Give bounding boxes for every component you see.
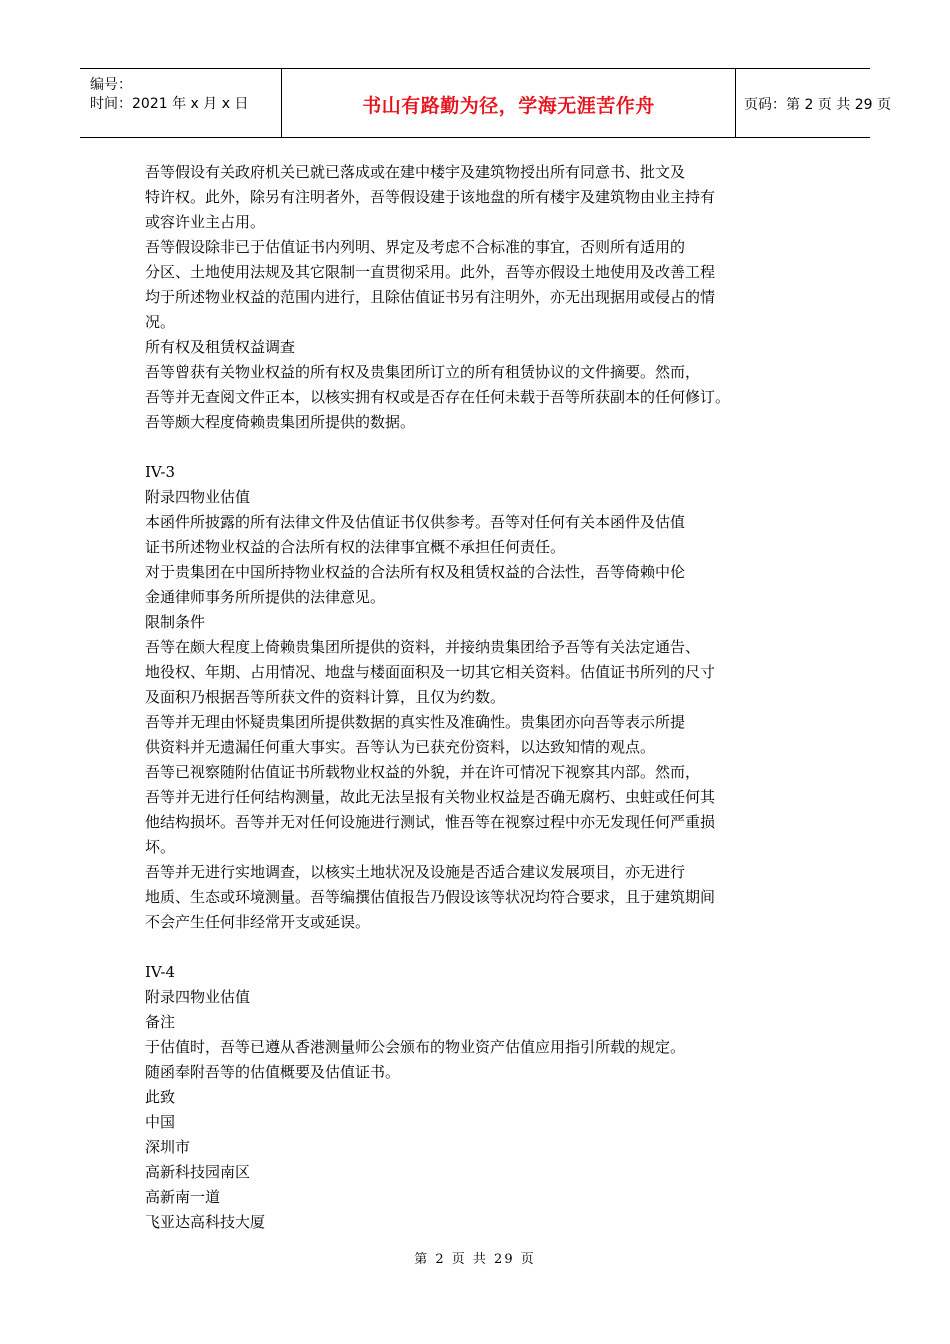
text-line: 吾等假设有关政府机关已就已落成或在建中楼宇及建筑物授出所有同意书、批文及: [145, 163, 686, 181]
text-line: 备注: [145, 1013, 176, 1031]
text-line: 供资料并无遗漏任何重大事实。吾等认为已获充份资料，以达致知情的观点。: [145, 738, 656, 756]
document-body: [145, 160, 805, 1235]
header-motto-cell: [282, 69, 736, 137]
header-motto: 书山有路勤为径，学海无涯苦作舟: [362, 95, 655, 117]
paragraph-gap: [145, 935, 805, 960]
page-footer: 第 2 页 共 29 页: [414, 1252, 536, 1267]
text-line: 或容许业主占用。: [145, 213, 266, 231]
text-line: 随函奉附吾等的估值概要及估值证书。: [145, 1063, 401, 1081]
text-line: 附录四物业估值: [145, 488, 251, 506]
text-line: 吾等并无进行实地调查，以核实土地状况及设施是否适合建议发展项目，亦无进行: [145, 863, 686, 881]
text-line: 附录四物业估值: [145, 988, 251, 1006]
text-line: 高新南一道: [145, 1188, 221, 1206]
text-line: 飞亚达高科技大厦: [145, 1213, 266, 1231]
paragraph-gap: [145, 435, 805, 460]
text-line: IV-4: [145, 963, 175, 981]
text-line: 坏。: [145, 838, 176, 856]
text-line: 吾等颇大程度倚赖贵集团所提供的数据。: [145, 413, 416, 431]
text-line: 证书所述物业权益的合法所有权的法律事宜概不承担任何责任。: [145, 538, 566, 556]
text-line: 金通律师事务所所提供的法律意见。: [145, 588, 386, 606]
text-line: 限制条件: [145, 613, 206, 631]
text-line: 中国: [145, 1113, 176, 1131]
text-line: 深圳市: [145, 1138, 191, 1156]
text-line: 况。: [145, 313, 176, 331]
text-line: 吾等曾获有关物业权益的所有权及贵集团所订立的所有租赁协议的文件摘要。然而，: [145, 363, 701, 381]
text-line: 吾等在颇大程度上倚赖贵集团所提供的资料，并接纳贵集团给予吾等有关法定通告、: [145, 638, 701, 656]
text-line: 地役权、年期、占用情况、地盘与楼面面积及一切其它相关资料。估值证书所列的尺寸: [145, 663, 716, 681]
text-line: 吾等假设除非已于估值证书内列明、界定及考虑不合标准的事宜，否则所有适用的: [145, 238, 686, 256]
text-line: 吾等已视察随附估值证书所载物业权益的外貌，并在许可情况下视察其内部。然而，: [145, 763, 701, 781]
text-line: 本函件所披露的所有法律文件及估值证书仅供参考。吾等对任何有关本函件及估值: [145, 513, 686, 531]
page-header: [80, 68, 891, 138]
text-line: 此致: [145, 1088, 176, 1106]
text-line: IV-3: [145, 463, 175, 481]
header-info-cell: [80, 69, 282, 137]
text-line: 对于贵集团在中国所持物业权益的合法所有权及租赁权益的合法性，吾等倚赖中伦: [145, 563, 686, 581]
text-line: 吾等并无理由怀疑贵集团所提供数据的真实性及准确性。贵集团亦向吾等表示所提: [145, 713, 686, 731]
text-line: 均于所述物业权益的范围内进行，且除估值证书另有注明外，亦无出现据用或侵占的情: [145, 288, 716, 306]
header-page-info: 页码：第 2 页 共 29 页: [744, 97, 891, 113]
text-line: 不会产生任何非经常开支或延误。: [145, 913, 371, 931]
text-line: 及面积乃根据吾等所获文件的资料计算，且仅为约数。: [145, 688, 506, 706]
text-line: 他结构损坏。吾等并无对任何设施进行测试，惟吾等在视察过程中亦无发现任何严重损: [145, 813, 716, 831]
document-date: 时间：2021 年 x 月 x 日: [90, 96, 249, 112]
text-line: 特许权。此外，除另有注明者外，吾等假设建于该地盘的所有楼宇及建筑物由业主持有: [145, 188, 716, 206]
text-line: 吾等并无进行任何结构测量，故此无法呈报有关物业权益是否确无腐朽、虫蛀或任何其: [145, 788, 716, 806]
text-line: 于估值时，吾等已遵从香港测量师公会颁布的物业资产估值应用指引所载的规定。: [145, 1038, 686, 1056]
header-page-cell: [736, 69, 891, 137]
text-line: 高新科技园南区: [145, 1163, 251, 1181]
text-line: 分区、土地使用法规及其它限制一直贯彻采用。此外，吾等亦假设土地使用及改善工程: [145, 263, 716, 281]
text-line: 吾等并无查阅文件正本，以核实拥有权或是否存在任何未载于吾等所获副本的任何修订。: [145, 388, 731, 406]
text-line: 所有权及租赁权益调查: [145, 338, 296, 356]
text-line: 地质、生态或环境测量。吾等编撰估值报告乃假设该等状况均符合要求，且于建筑期间: [145, 888, 716, 906]
document-number-label: 编号：: [90, 77, 132, 93]
